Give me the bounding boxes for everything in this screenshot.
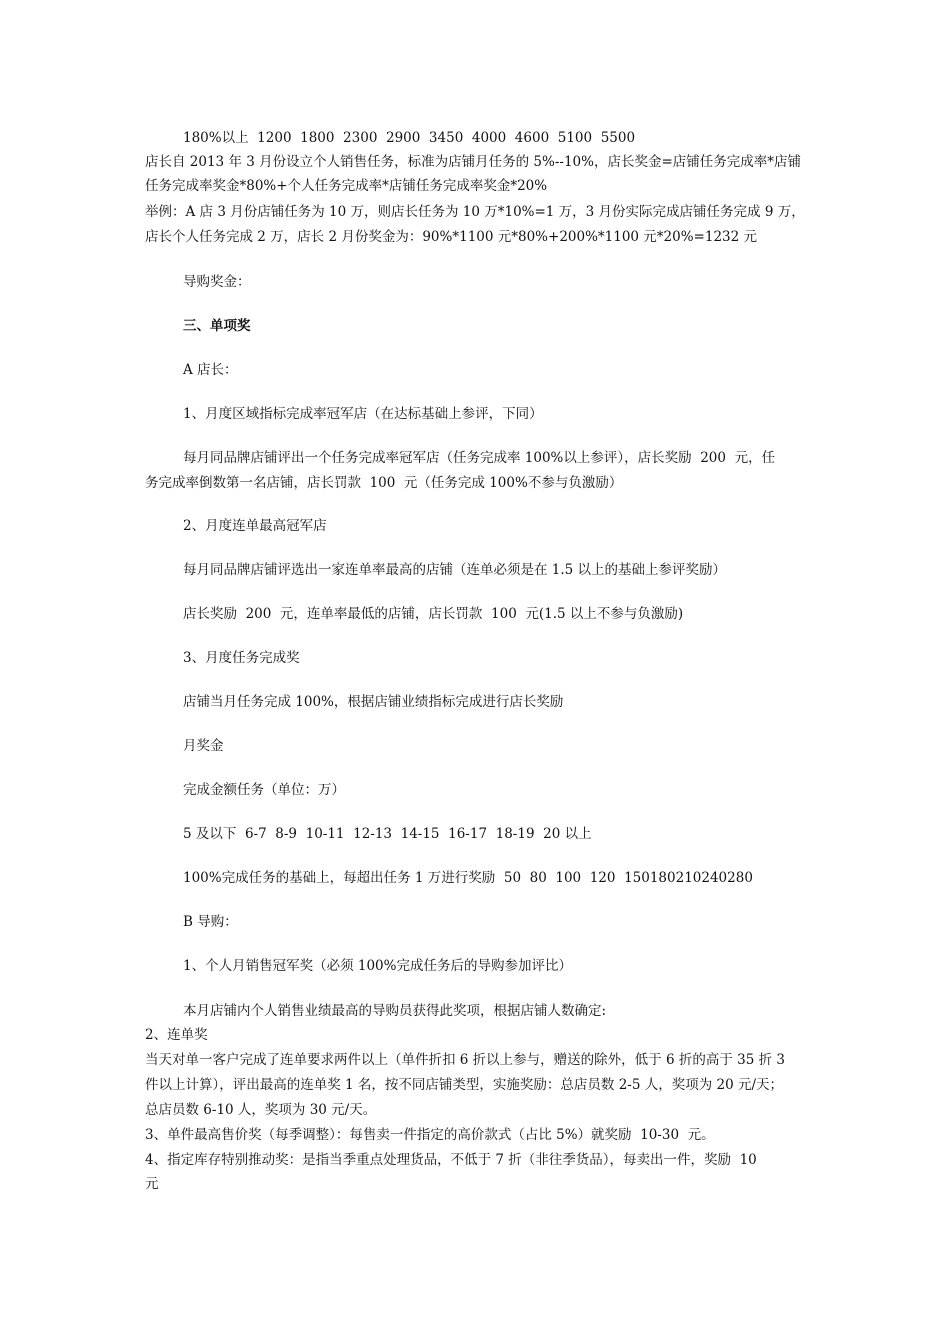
text-line: 务完成率倒数第一名店铺，店长罚款 100 元（任务完成 100%不参与负激励） [145, 475, 623, 491]
text-line: 店长个人任务完成 2 万，店长 2 月份奖金为：90%*1100 元*80%+200%*1100 元*20%=1232 元 [145, 229, 758, 245]
text-line: 任务完成率奖金*80%+个人任务完成率*店铺任务完成率奖金*20% [145, 178, 548, 194]
text-line: 2、月度连单最高冠军店 [183, 518, 327, 534]
section-heading: 三、单项奖 [183, 318, 251, 334]
text-line: 5 及以下 6-7 8-9 10-11 12-13 14-15 16-17 18-19 20 以上 [183, 826, 592, 842]
text-line: 1、月度区域指标完成率冠军店（在达标基础上参评，下同） [183, 406, 543, 422]
text-line: 每月同品牌店铺评出一个任务完成率冠军店（任务完成率 100%以上参评），店长奖励 200 元，任 [183, 450, 776, 466]
text-line: 4、指定库存特别推动奖：是指当季重点处理货品，不低于 7 折（非往季货品），每卖出一件，奖励 10 [145, 1152, 757, 1168]
text-line: 3、单件最高售价奖（每季调整）：每售卖一件指定的高价款式（占比 5%）就奖励 10-30 元。 [145, 1127, 715, 1143]
text-line: 件以上计算），评出最高的连单奖 1 名，按不同店铺类型，实施奖励：总店员数 2-5 人，奖项为 20 元/天； [145, 1077, 784, 1093]
text-line: 当天对单一客户完成了连单要求两件以上（单件折扣 6 折以上参与，赠送的除外，低于 6 折的高于 35 折 3 [145, 1052, 785, 1068]
text-line: 月奖金 [183, 738, 224, 754]
text-line: 元 [145, 1176, 159, 1192]
text-line: 店长自 2013 年 3 月份设立个人销售任务，标准为店铺月任务的 5%--10%，店长奖金=店铺任务完成率*店铺 [145, 154, 802, 170]
text-line: 3、月度任务完成奖 [183, 650, 300, 666]
text-line: 店铺当月任务完成 100%，根据店铺业绩指标完成进行店长奖励 [183, 694, 564, 710]
text-line: 举例：A 店 3 月份店铺任务为 10 万，则店长任务为 10 万*10%=1 万，3 月份实际完成店铺任务完成 9 万， [145, 204, 805, 220]
text-line: A 店长： [183, 362, 238, 378]
text-line: 完成金额任务（单位：万） [183, 782, 345, 798]
text-line: 总店员数 6-10 人，奖项为 30 元/天。 [145, 1102, 377, 1118]
text-line: B 导购： [183, 914, 238, 930]
text-line: 100%完成任务的基础上，每超出任务 1 万进行奖励 50 80 100 120 150180210240280 [183, 870, 753, 886]
text-line: 每月同品牌店铺评选出一家连单率最高的店铺（连单必须是在 1.5 以上的基础上参评奖励） [183, 562, 727, 578]
text-line: 2、连单奖 [145, 1027, 208, 1043]
text-line: 1、个人月销售冠军奖（必须 100%完成任务后的导购参加评比） [183, 958, 572, 974]
text-line: 180%以上 1200 1800 2300 2900 3450 4000 4600 5100 5500 [183, 130, 636, 146]
text-line: 导购奖金： [183, 274, 251, 290]
text-line: 店长奖励 200 元，连单率最低的店铺，店长罚款 100 元(1.5 以上不参与负激励) [183, 606, 684, 622]
text-line: 本月店铺内个人销售业绩最高的导购员获得此奖项，根据店铺人数确定: [183, 1003, 607, 1019]
